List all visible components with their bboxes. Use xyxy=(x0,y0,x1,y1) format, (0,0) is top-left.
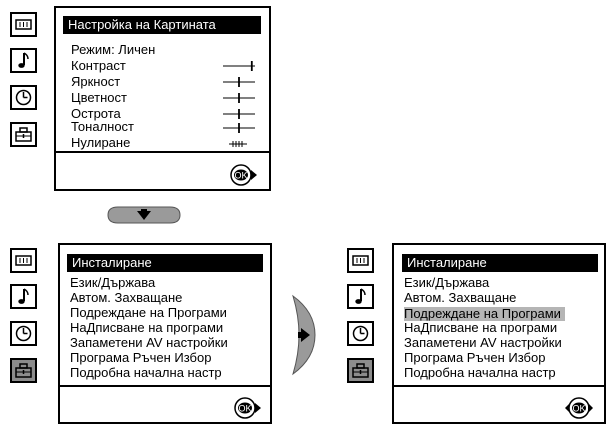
menu-item-auto-scan[interactable]: Автом. Захващане xyxy=(404,290,517,305)
menu-item-auto-scan[interactable]: Автом. Захващане xyxy=(70,290,183,305)
menu-item-program-naming[interactable]: НаДписване на програми xyxy=(404,320,558,335)
sidebar-timer-icon[interactable] xyxy=(10,321,37,346)
sidebar-sound-icon[interactable] xyxy=(10,284,37,309)
menu-item-detailed-setup[interactable]: Подробна начална настр xyxy=(404,365,556,380)
sound-icon xyxy=(12,286,35,307)
menu-item-mode[interactable]: Режим: Личен xyxy=(71,42,156,57)
menu-item-tint[interactable]: Тоналност xyxy=(71,119,135,134)
timer-icon xyxy=(349,323,372,344)
menu-title: Инсталиране xyxy=(402,254,598,272)
timer-icon xyxy=(12,87,35,108)
sidebar-picture-icon[interactable] xyxy=(10,248,37,273)
sharpness-slider[interactable] xyxy=(222,108,256,120)
sidebar-picture-icon[interactable] xyxy=(347,248,374,273)
sidebar-timer-icon[interactable] xyxy=(10,85,37,110)
menu-item-brightness[interactable]: Яркност xyxy=(71,74,121,89)
sidebar-setup-icon[interactable] xyxy=(10,358,37,383)
ok-navigation-icon[interactable] xyxy=(232,396,262,420)
sidebar-picture-icon[interactable] xyxy=(10,12,37,37)
ok-label: OK xyxy=(572,403,586,414)
picture-settings-panel xyxy=(54,6,271,191)
sound-icon xyxy=(349,286,372,307)
ok-navigation-icon[interactable] xyxy=(561,396,597,420)
menu-item-program-sort[interactable]: Подреждане на Програми xyxy=(70,305,227,320)
menu-item-detailed-setup[interactable]: Подробна начална настр xyxy=(70,365,222,380)
picture-icon xyxy=(12,250,35,271)
panel-divider xyxy=(60,385,270,387)
installation-panel xyxy=(58,243,272,424)
color-slider[interactable] xyxy=(222,92,256,104)
menu-item-color[interactable]: Цветност xyxy=(71,90,127,105)
panel-divider xyxy=(394,385,604,387)
panel-divider xyxy=(56,151,269,153)
menu-title: Инсталиране xyxy=(67,254,263,272)
sidebar-sound-icon[interactable] xyxy=(10,48,37,73)
reset-indicator xyxy=(228,140,248,148)
menu-item-manual-tuning[interactable]: Програма Ръчен Избор xyxy=(404,350,546,365)
ok-label: OK xyxy=(234,170,248,181)
menu-item-manual-tuning[interactable]: Програма Ръчен Избор xyxy=(70,350,212,365)
menu-item-language-country[interactable]: Език/Държава xyxy=(404,275,490,290)
picture-icon xyxy=(349,250,372,271)
sidebar-setup-icon[interactable] xyxy=(347,358,374,383)
menu-item-av-settings[interactable]: Запаметени AV настройки xyxy=(404,335,562,350)
setup-icon xyxy=(12,360,35,381)
contrast-slider[interactable] xyxy=(222,60,256,72)
menu-item-av-settings[interactable]: Запаметени AV настройки xyxy=(70,335,228,350)
tint-slider[interactable] xyxy=(222,122,256,134)
menu-item-contrast[interactable]: Контраст xyxy=(71,58,126,73)
sidebar-setup-icon[interactable] xyxy=(10,122,37,147)
ok-label: OK xyxy=(238,403,252,414)
setup-icon xyxy=(349,360,372,381)
ok-navigation-icon[interactable] xyxy=(228,163,258,187)
menu-item-program-naming[interactable]: НаДписване на програми xyxy=(70,320,224,335)
sound-icon xyxy=(12,50,35,71)
menu-item-sharpness[interactable]: Острота xyxy=(71,106,121,121)
picture-icon xyxy=(12,14,35,35)
menu-item-program-sort-highlighted[interactable]: Подреждане на Програми xyxy=(404,307,565,321)
timer-icon xyxy=(12,323,35,344)
sidebar-sound-icon[interactable] xyxy=(347,284,374,309)
installation-panel xyxy=(392,243,606,424)
sidebar-timer-icon[interactable] xyxy=(347,321,374,346)
menu-item-reset[interactable]: Нулиране xyxy=(71,135,131,150)
brightness-slider[interactable] xyxy=(222,76,256,88)
setup-icon xyxy=(12,124,35,145)
menu-item-language-country[interactable]: Език/Държава xyxy=(70,275,156,290)
down-arrow-icon xyxy=(104,203,184,227)
menu-title: Настройка на Картината xyxy=(63,16,261,34)
right-arrow-icon xyxy=(287,292,319,378)
